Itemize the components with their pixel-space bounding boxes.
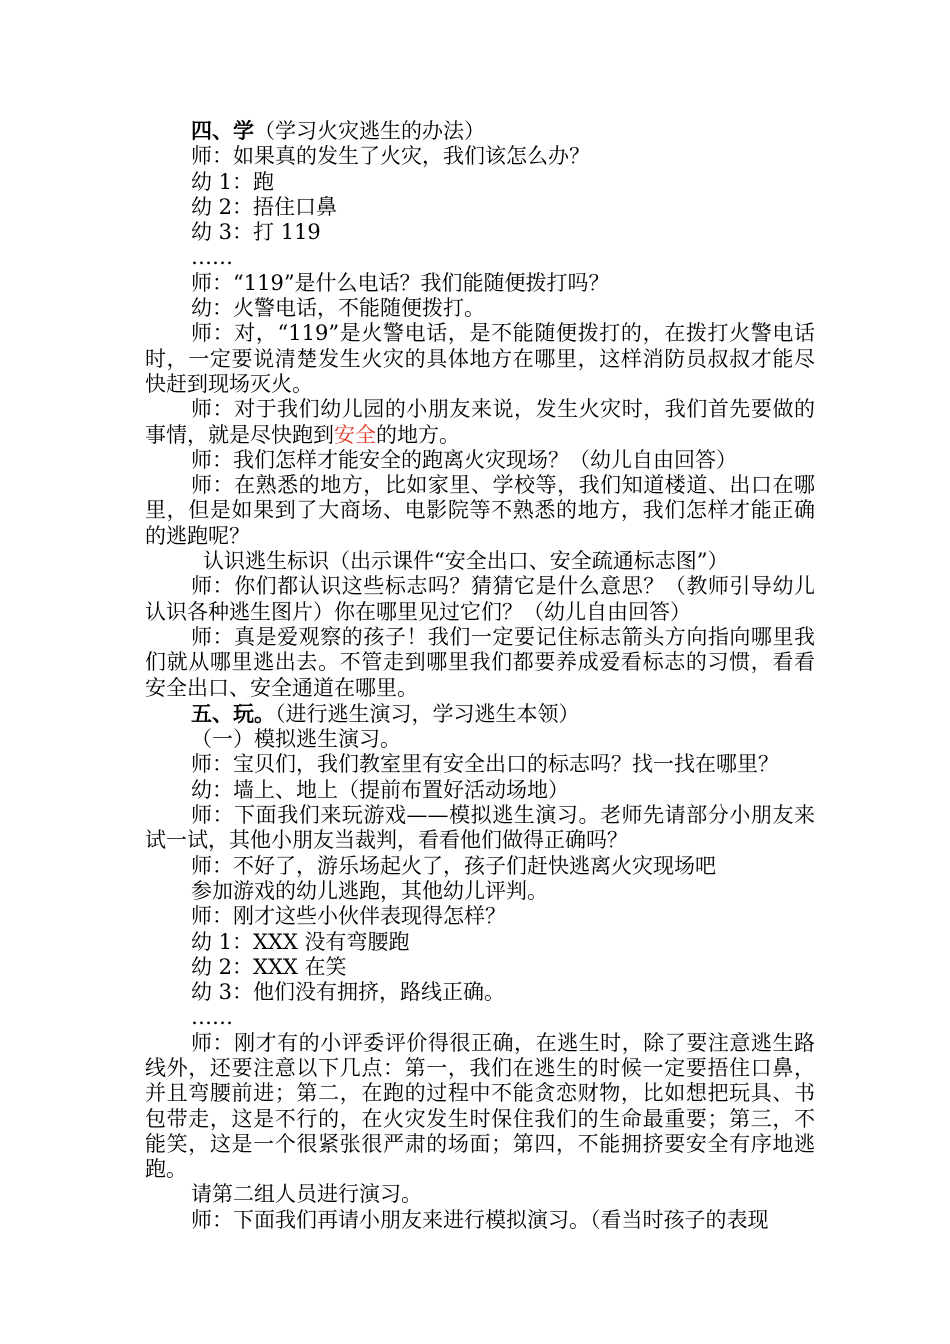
dialogue-paragraph: 师：真是爱观察的孩子！我们一定要记住标志箭头方向指向哪里我们就从哪里逃出去。不管走到哪里我们都要养成爱看标志的习惯，看看安全出口、安全通道在哪里。 — [145, 624, 815, 700]
safety-text-before: 师：对于我们幼儿园的小朋友来说，发生火灾时，我们首先要做的事情，就是尽快跑到 — [145, 397, 815, 447]
ellipsis-line: …… — [191, 245, 233, 270]
dialogue-line: 师：如果真的发生了火灾，我们该怎么办？ — [191, 144, 590, 169]
dialogue-line: 师：刚才这些小伙伴表现得怎样？ — [191, 904, 506, 929]
section5-heading-title: 五、玩。 — [191, 700, 275, 726]
dialogue-paragraph: 师：下面我们来玩游戏——模拟逃生演习。老师先请部分小朋友来试一试，其他小朋友当裁判，看看他们做得正确吗？ — [145, 803, 815, 853]
section5-heading — [145, 701, 815, 727]
dialogue-line: 幼：墙上、地上（提前布置好活动场地） — [191, 777, 569, 802]
dialogue-line: 幼 1：跑 — [191, 169, 275, 194]
dialogue-line: 幼 3：打 119 — [191, 220, 321, 245]
dialogue-line: 幼：火警电话，不能随便拨打。 — [191, 296, 485, 321]
document-page — [145, 118, 815, 1233]
dialogue-paragraph: 师：你们都认识这些标志吗？猜猜它是什么意思？（教师引导幼儿认识各种逃生图片）你在哪里见过它们？（幼儿自由回答） — [145, 574, 815, 624]
dialogue-line: 幼 2：XXX 在笑 — [191, 954, 347, 979]
dialogue-line: 师：不好了，游乐场起火了，孩子们赶快逃离火灾现场吧 — [191, 853, 716, 878]
dialogue-line: 幼 1：XXX 没有弯腰跑 — [191, 929, 410, 954]
safety-paragraph — [145, 397, 815, 448]
dialogue-line: 师：下面我们再请小朋友来进行模拟演习。（看当时孩子的表现 — [191, 1207, 769, 1232]
sign-recognition-line: 认识逃生标识（出示课件“安全出口、安全疏通标志图”） — [203, 549, 729, 574]
dialogue-line: 请第二组人员进行演习。 — [191, 1182, 422, 1207]
dialogue-paragraph: 师：对，“119”是火警电话，是不能随便拨打的，在拨打火警电话时，一定要说清楚发生火灾的具体地方在哪里，这样消防员叔叔才能尽快赶到现场灭火。 — [145, 321, 815, 396]
dialogue-paragraph: 师：刚才有的小评委评价得很正确，在逃生时，除了要注意逃生路线外，还要注意以下几点：第一，我们在逃生的时候一定要捂住口鼻，并且弯腰前进；第二，在跑的过程中不能贪恋财物，比如想把玩具、书包带走，这是不行的，在火灾发生时保住我们的生命最重要；第三，不能笑，这是一个很紧张很严肃的场面；第四，不能拥挤要安全有序地逃跑。 — [145, 1030, 815, 1182]
section4-heading-note: （学习火灾逃生的办法） — [254, 119, 485, 143]
section4-heading-title: 四、学 — [191, 118, 254, 143]
dialogue-line: 幼 2：捂住口鼻 — [191, 194, 338, 219]
dialogue-line: 师：我们怎样才能安全的跑离火灾现场？（幼儿自由回答） — [191, 447, 737, 472]
ellipsis-line: …… — [191, 1005, 233, 1030]
dialogue-line: 参加游戏的幼儿逃跑，其他幼儿评判。 — [191, 878, 548, 903]
section4-heading — [145, 118, 815, 144]
dialogue-line: 师：“119”是什么电话？我们能随便拨打吗？ — [191, 270, 610, 295]
safety-highlight: 安全 — [334, 422, 376, 447]
dialogue-line: 幼 3：他们没有拥挤，路线正确。 — [191, 980, 506, 1005]
dialogue-line: 师：宝贝们，我们教室里有安全出口的标志吗？找一找在哪里？ — [191, 752, 779, 777]
safety-text-after: 的地方。 — [376, 422, 460, 447]
section5-heading-note: （进行逃生演习，学习逃生本领） — [275, 701, 580, 726]
subsection-title: （一）模拟逃生演习。 — [191, 727, 401, 752]
dialogue-paragraph: 师：在熟悉的地方，比如家里、学校等，我们知道楼道、出口在哪里，但是如果到了大商场、电影院等不熟悉的地方，我们怎样才能正确的逃跑呢？ — [145, 473, 815, 548]
